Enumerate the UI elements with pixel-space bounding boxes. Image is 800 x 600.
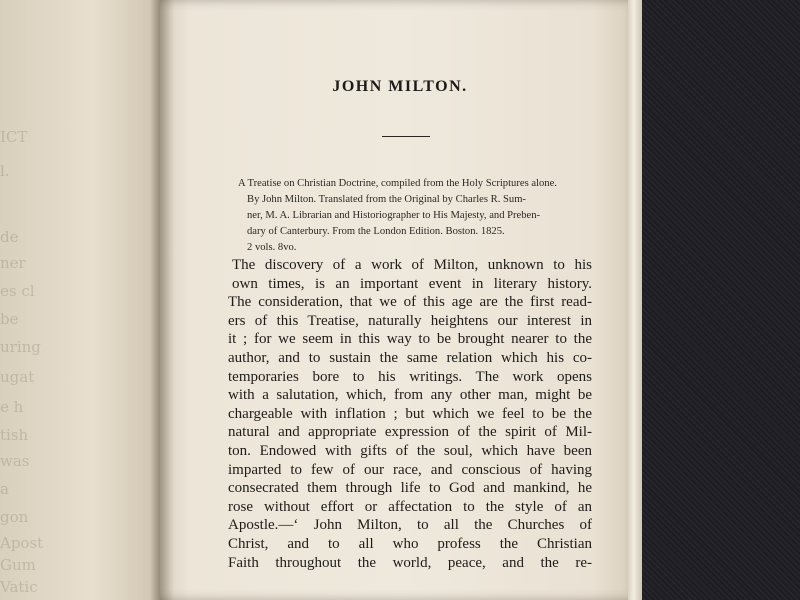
body-line: The discovery of a work of Milton, unknown to his [232, 257, 592, 273]
citation-line: dary of Canterbury. From the London Edition. Boston. 1825. [247, 226, 505, 237]
body-line: own times, is an important event in literary history. [232, 275, 592, 292]
body-line: rose without effort or affectation to the style of an [228, 498, 592, 515]
facing-page-fragment: was [0, 452, 30, 470]
facing-page-fragment: gon [0, 508, 29, 526]
facing-page-fragment: ner [0, 254, 26, 272]
facing-page-fragment: be [0, 310, 19, 328]
citation-line: By John Milton. Translated from the Original by Charles R. Sum- [247, 194, 526, 205]
facing-page-fragment: Apost [0, 534, 44, 552]
facing-page-fragment: e h [0, 398, 24, 416]
body-line: Apostle.—‘ John Milton, to all the Churches of [228, 517, 592, 534]
facing-page-fragment: uring [0, 338, 41, 356]
citation-line: A Treatise on Christian Doctrine, compiled from the Holy Scriptures alone. [238, 178, 557, 189]
body-line: natural and appropriate expression of the spirit of Mil- [228, 424, 592, 441]
body-line: ton. Endowed with gifts of the soul, which have been [228, 442, 592, 459]
facing-page-fragment: Vatic [0, 578, 38, 596]
facing-page-fragment: ICT [0, 128, 28, 146]
body-text [228, 256, 592, 572]
body-line: consecrated them through life to God and mankind, he [228, 480, 592, 497]
citation-line: 2 vols. 8vo. [247, 242, 297, 253]
facing-page [0, 0, 170, 600]
book-citation [238, 176, 590, 256]
body-line: with a salutation, which, from any other man, might be [228, 387, 592, 404]
body-line: ers of this Treatise, naturally heightens our interest in [228, 312, 592, 329]
facing-page-fragment: es cl [0, 282, 35, 300]
page-title: JOHN MILTON. [332, 78, 468, 95]
body-line: The consideration, that we of this age are the first read- [228, 294, 592, 311]
body-line: Faith throughout the world, peace, and the re- [228, 554, 592, 571]
facing-page-fragment: ugat [0, 368, 35, 386]
title-divider [382, 136, 430, 137]
facing-page-fragment: a [0, 480, 9, 498]
citation-line: ner, M. A. Librarian and Historiographer to His Majesty, and Preben- [247, 210, 541, 221]
body-line: chargeable with inflation ; but which we feel to be the [228, 405, 592, 422]
facing-page-fragment: Gum [0, 556, 36, 574]
facing-page-fragment: de [0, 228, 19, 246]
body-line: imparted to few of our race, and conscious of having [228, 461, 592, 478]
body-line: author, and to sustain the same relation which his co- [228, 349, 592, 366]
facing-page-fragment: tish [0, 426, 29, 444]
body-line: temporaries bore to his writings. The work opens [228, 368, 592, 385]
body-line: Christ, and to all who profess the Christian [228, 535, 592, 552]
facing-page-fragment: l. [0, 162, 10, 180]
body-line: it ; for we seem in this way to be brought nearer to the [228, 331, 592, 348]
